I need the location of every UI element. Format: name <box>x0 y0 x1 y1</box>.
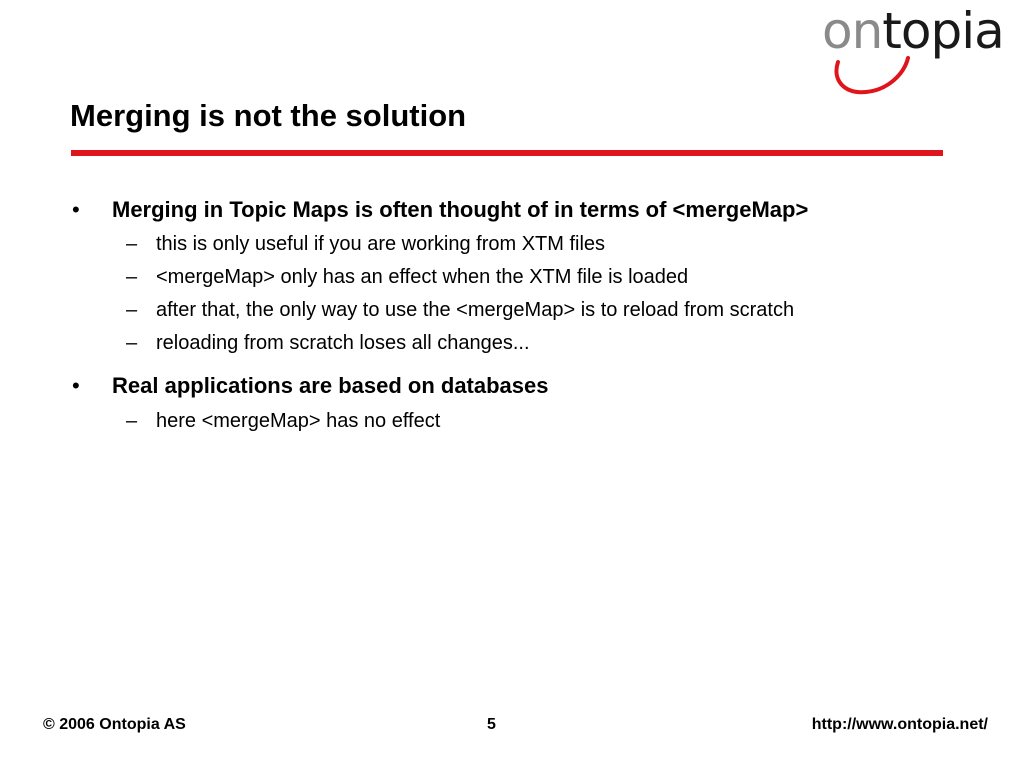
bullet-marker: • <box>72 373 80 398</box>
ontopia-logo <box>818 2 1014 98</box>
bullet-text: Merging in Topic Maps is often thought of in terms of <mergeMap> <box>112 197 809 222</box>
sub-bullet-text: after that, the only way to use the <mergeMap> is to reload from scratch <box>156 299 795 321</box>
sub-bullet-text: <mergeMap> only has an effect when the XTM file is loaded <box>156 266 689 288</box>
footer-page-number: 5 <box>487 716 496 733</box>
bullet-marker: • <box>72 197 80 222</box>
footer-copyright: © 2006 Ontopia AS <box>43 716 186 733</box>
sub-bullet-marker: – <box>126 410 138 432</box>
footer-url: http://www.ontopia.net/ <box>811 716 988 733</box>
sub-bullet-text: here <mergeMap> has no effect <box>156 410 441 432</box>
logo-wordmark <box>822 2 1004 60</box>
sub-bullet-text: this is only useful if you are working from XTM files <box>156 233 606 255</box>
logo-wordmark-on: on <box>822 2 883 60</box>
slide-title: Merging is not the solution <box>70 98 467 133</box>
sub-bullet-marker: – <box>126 332 138 354</box>
sub-bullet-marker: – <box>126 233 138 255</box>
title-underline <box>71 150 943 156</box>
sub-bullet-marker: – <box>126 266 138 288</box>
sub-bullet-text: reloading from scratch loses all changes... <box>156 332 530 354</box>
bullet-text: Real applications are based on databases <box>112 373 549 398</box>
logo-wordmark-topia: topia <box>882 2 1004 60</box>
sub-bullet-marker: – <box>126 299 138 321</box>
